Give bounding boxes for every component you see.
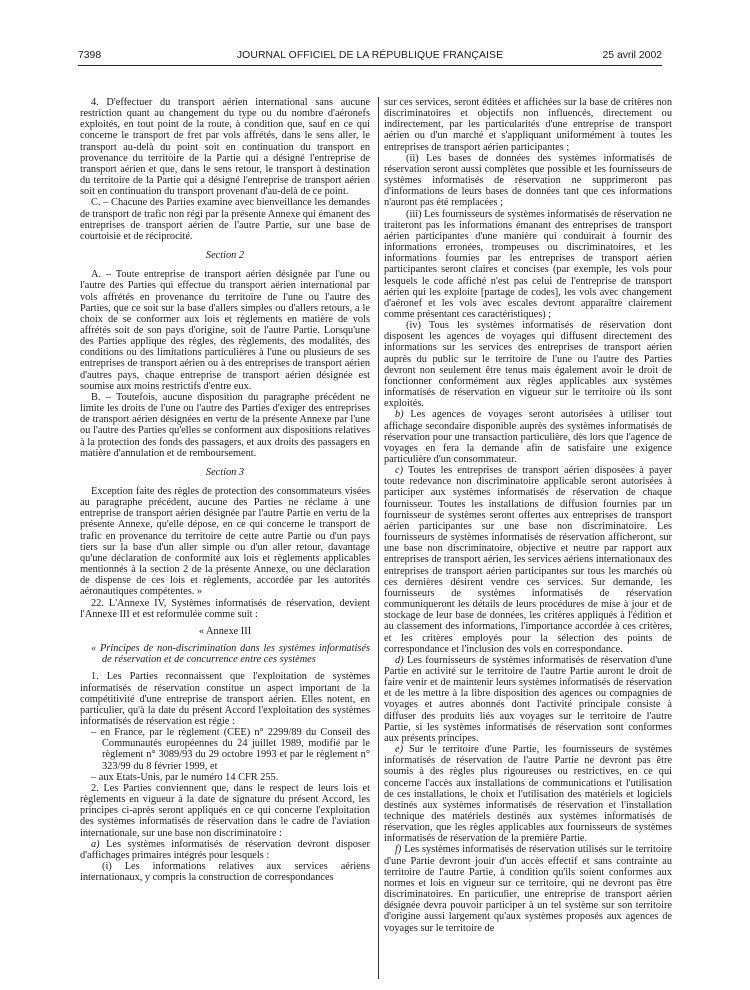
left-column [80, 97, 370, 883]
item-f [384, 844, 672, 933]
item-e-label: e) [395, 744, 404, 756]
journal-title: JOURNAL OFFICIEL DE LA RÉPUBLIQUE FRANÇAISE [236, 50, 504, 61]
annex-3-heading: « Annexe III [198, 625, 252, 637]
item-e [384, 744, 672, 844]
item-f-label: f) [395, 844, 402, 856]
section-3-paragraph: Exception faite des règles de protection des consommateurs visées au paragraphe précédent, aucune des Parties ne réclame à une entreprise de transport aérien désignée par l'autre Partie en vertu de la présente Annexe, qu'elle dépose, en ce qui concerne le transport de trafic en provenance du territoire de cette autre Partie ou d'un pays tiers sur la base d'un aller simple ou d'un aller retour, davantage qu'une déclaration de conformité aux lois et règlements applicables mentionnés à la section 2 de la présente Annexe, ou une déclaration de dispense de ces lois et règlements, accordée par les autorités aéronautiques compétentes. » [80, 486, 370, 598]
section-2-paragraph-b: B. – Toutefois, aucune disposition du paragraphe précédent ne limite les droits de l'une ou l'autre des Parties d'exiger des entreprises de transport aérien désignées en vertu de la présente Annexe par l'une ou l'autre des Parties qu'elles se conforment aux dispositions relatives à la protection des fonds des passagers, et aux droits des passagers en matière d'annulation et de remboursement. [80, 391, 370, 459]
item-b-label: b) [395, 409, 404, 421]
publication-date: 25 avril 2002 [602, 50, 662, 61]
section-2-paragraph-a: A. – Toute entreprise de transport aérien désignée par l'une ou l'autre des Parties qui effectue du transport aérien international par vols affrétés en provenance du territoire de l'une ou l'autre des Parties, que ce soit sur la base d'allers simples ou d'allers retours, a le choix de se conformer aux lois et règlements en matière de vols affrétés soit de son pays d'origine, soit de l'autre Partie. Lorsqu'une des Parties applique des règles, des règlements, des modalités, des conditions ou des limitations particulières à l'une ou plusieurs de ses entreprises de transport aérien ou à des entreprises de transport aérien d'autres pays, chaque entreprise de transport aérien désignée est soumise aux moins restrictifs d'entre eux. [80, 269, 370, 392]
section-2-heading: Section 2 [205, 250, 245, 262]
item-a-iv: (iv) Tous les systèmes informatisés de réservation dont disposent les agences de voyages qui diffusent directement des informations sur les services des entreprises de transport aérien auprès du public sur le territoire de l'une ou l'autre des Parties devront non seulement être tenus mais également avoir le droit de fonctionner conformément aux règles applicables aux systèmes informatisés de réservation en vigueur sur le territoire où ils sont exploités. [384, 320, 672, 410]
paragraph-c: C. – Chacune des Parties examine avec bienveillance les demandes de transport de trafic non régi par la présente Annexe qui émanent des entreprises de transport aérien de l'autre Partie, sur une base de courtoisie et de réciprocité. [80, 197, 370, 242]
item-a-ii: (ii) Les bases de données des systèmes informatisés de réservation seront aussi complètes que possible et les fournisseurs de systèmes informatisés de réservation ne supprimeront pas d'informations de leurs bases de données tant que ces informations n'auront pas été remplacées ; [384, 152, 672, 209]
section-3-heading: Section 3 [205, 466, 245, 478]
item-d-label: d) [395, 654, 404, 666]
column-divider [378, 97, 379, 979]
right-column [384, 97, 672, 934]
item-a [80, 839, 370, 861]
paragraph-4-intl-transport: 4. D'effectuer du transport aérien international sans aucune restriction quant au changement du type ou du nombre d'aéronefs exploités, en tout point de la route, à condition que, sauf en ce qui concerne le transport de fret par vols affrétés, dans le sens aller, le transport au-delà du point soit en continuation du transport en provenance du territoire de la Partie qui a désigné l'entreprise de transport aérien et que, dans le sens retour, le transport à destination du territoire de la Partie qui a désigné l'entreprise de transport aérien soit en continuation du transport provenant d'au-delà de ce point. [80, 97, 370, 198]
principles-title: « Principes de non-discrimination dans les systèmes informatisés de réservation et de concurrence entre ces systèmes [91, 643, 370, 666]
item-e-text: Sur le territoire d'une Partie, les fournisseurs de systèmes informatisés de réservation de l'autre Partie ne devront pas être soumis à des règles plus rigoureuses ou restrictives, en ce qui concerne l'accès aux installations de communications et l'utilisation de ces installations, le choix et l'utilisation des matériels et logiciels destinés aux systèmes informatisés de réservation et l'installation technique des matériels destinés aux systèmes informatisés de réservation, que les règles applicables aux fournisseurs de systèmes informatisés de réservation de la première Partie. [384, 744, 672, 845]
item-a-i-continued: sur ces services, seront éditées et affichées sur la base de critères non discriminatoires et objectifs non influencés, directement ou indirectement, par les particularités d'une entreprise de transport aérien ou d'un marché et s'appliquant uniformément à toutes les entreprises de transport aérien participantes ; [384, 97, 672, 153]
item-b [384, 409, 672, 465]
principle-1: 1. Les Parties reconnaissent que l'exploitation de systèmes informatisés de réservation constitue un aspect important de la compétitivité d'une entreprise de transport aérien. Elles notent, en particulier, qu'à la date du présent Accord l'exploitation des systèmes informatisés de réservation est régie : [80, 671, 370, 727]
item-a-label: a) [91, 838, 100, 850]
item-c [384, 465, 672, 655]
item-a-i: (i) Les informations relatives aux services aériens internationaux, y compris la construction de correspondances [80, 861, 370, 884]
item-a-text: Les systèmes informatisés de réservation devront disposer d'affichages primaires intégrés pour lesquels : [80, 838, 370, 861]
principle-2: 2. Les Parties conviennent que, dans le respect de leurs lois et règlements en vigueur à la date de signature du présent Accord, les principes ci-après seront appliqués en ce qui concerne l'exploitation des systèmes informatisés de réservation dans le cadre de l'aviation internationale, sur une base non discriminatoire : [80, 782, 370, 839]
item-b-text: Les agences de voyages seront autorisées à utiliser tout affichage secondaire disponible auprès des systèmes informatisés de réservation pour une transaction particulière, dès lors que l'agence de voyages en fera la demande afin de satisfaire une exigence particulière d'un consommateur. [384, 409, 672, 465]
item-f-text: Les systèmes informatisés de réservation utilisés sur le territoire d'une Partie devront jouir d'un accès effectif et sans contrainte au territoire de l'autre Partie, à condition qu'ils soient conformes aux normes et lois en vigueur sur ce territoire, qui ne devront pas être discriminatoires. En particulier, une entreprise de transport aérien désignée devra pouvoir participer à un tel système sur son territoire d'origine aussi largement qu'aux systèmes proposés aux agences de voyages sur le territoire de [384, 844, 672, 934]
item-d [384, 655, 672, 744]
header-rule [78, 65, 662, 66]
dash-item-us: – aux Etats-Unis, par le numéro 14 CFR 255. [91, 771, 279, 783]
item-d-text: Les fournisseurs de systèmes informatisés de réservation d'une Partie en activité sur le territoire de l'autre Partie auront le droit de faire venir et de maintenir leurs systèmes informatisés de réservation et de les mettre à la libre disposition des agences ou compagnies de voyages et autres abonnés dont l'activité principale consiste à diffuser des produits liés aux voyages sur le territoire de l'autre Partie, si les systèmes informatisés de réservation sont conformes aux présents principes. [384, 654, 672, 744]
item-c-text: Toutes les entreprises de transport aérien disposées à payer toute redevance non discriminatoire applicable seront autorisées à participer aux systèmes informatisés de réservation de chaque fournisseur. Toutes les installations de diffusion fournies par un fournisseur de systèmes seront offertes aux entreprises de transport aérien participantes sur une base non discriminatoire. Les fournisseurs de systèmes informatisés de réservation afficheront, sur une base non discriminatoire, objective et neutre par rapport aux entreprises de transport aérien, les services aériens internationaux des entreprises de transport aérien participantes sur tous les marchés où ces dernières désirent vendre ces services. Sur demande, les fournisseurs de systèmes informatisés de réservation communiqueront les détails de leurs procédures de mise à jour et de stockage de leur base de données, les critères appliqués à l'édition et au classement des informations, l'importance accordée à ces critères, et les critères employés pour la sélection des points de correspondance et l'inclusion des vols en correspondance. [384, 465, 672, 655]
page-number: 7398 [78, 50, 102, 61]
paragraph-22: 22. L'Annexe IV, Systèmes informatisés de réservation, devient l'Annexe III et est reformulée comme suit : [80, 597, 370, 620]
item-a-iii: (iii) Les fournisseurs de systèmes informatisés de réservation ne traiteront pas les informations émanant des entreprises de transport aérien participantes d'une manière qui conduirait à fournir des informations erronées, trompeuses ou discriminatoires, et les informations fournies par les entreprises de transport aérien participantes seront claires et concises (par exemple, les vols pour lesquels le code affiché n'est pas celui de l'entreprise de transport aérien qui les exploite [partage de codes], les vols avec changement d'aéronef et les vols avec escales devront apparaître clairement comme présentant ces caractéristiques) ; [384, 208, 672, 320]
dash-item-france: – en France, par le règlement (CEE) n° 2299/89 du Conseil des Communautés européennes du 24 juillet 1989, modifié par le règlement n° 3089/93 du 29 octobre 1993 et par le règlement n° 323/99 du 8 février 1999, et [91, 727, 370, 772]
item-c-label: c) [395, 465, 404, 477]
